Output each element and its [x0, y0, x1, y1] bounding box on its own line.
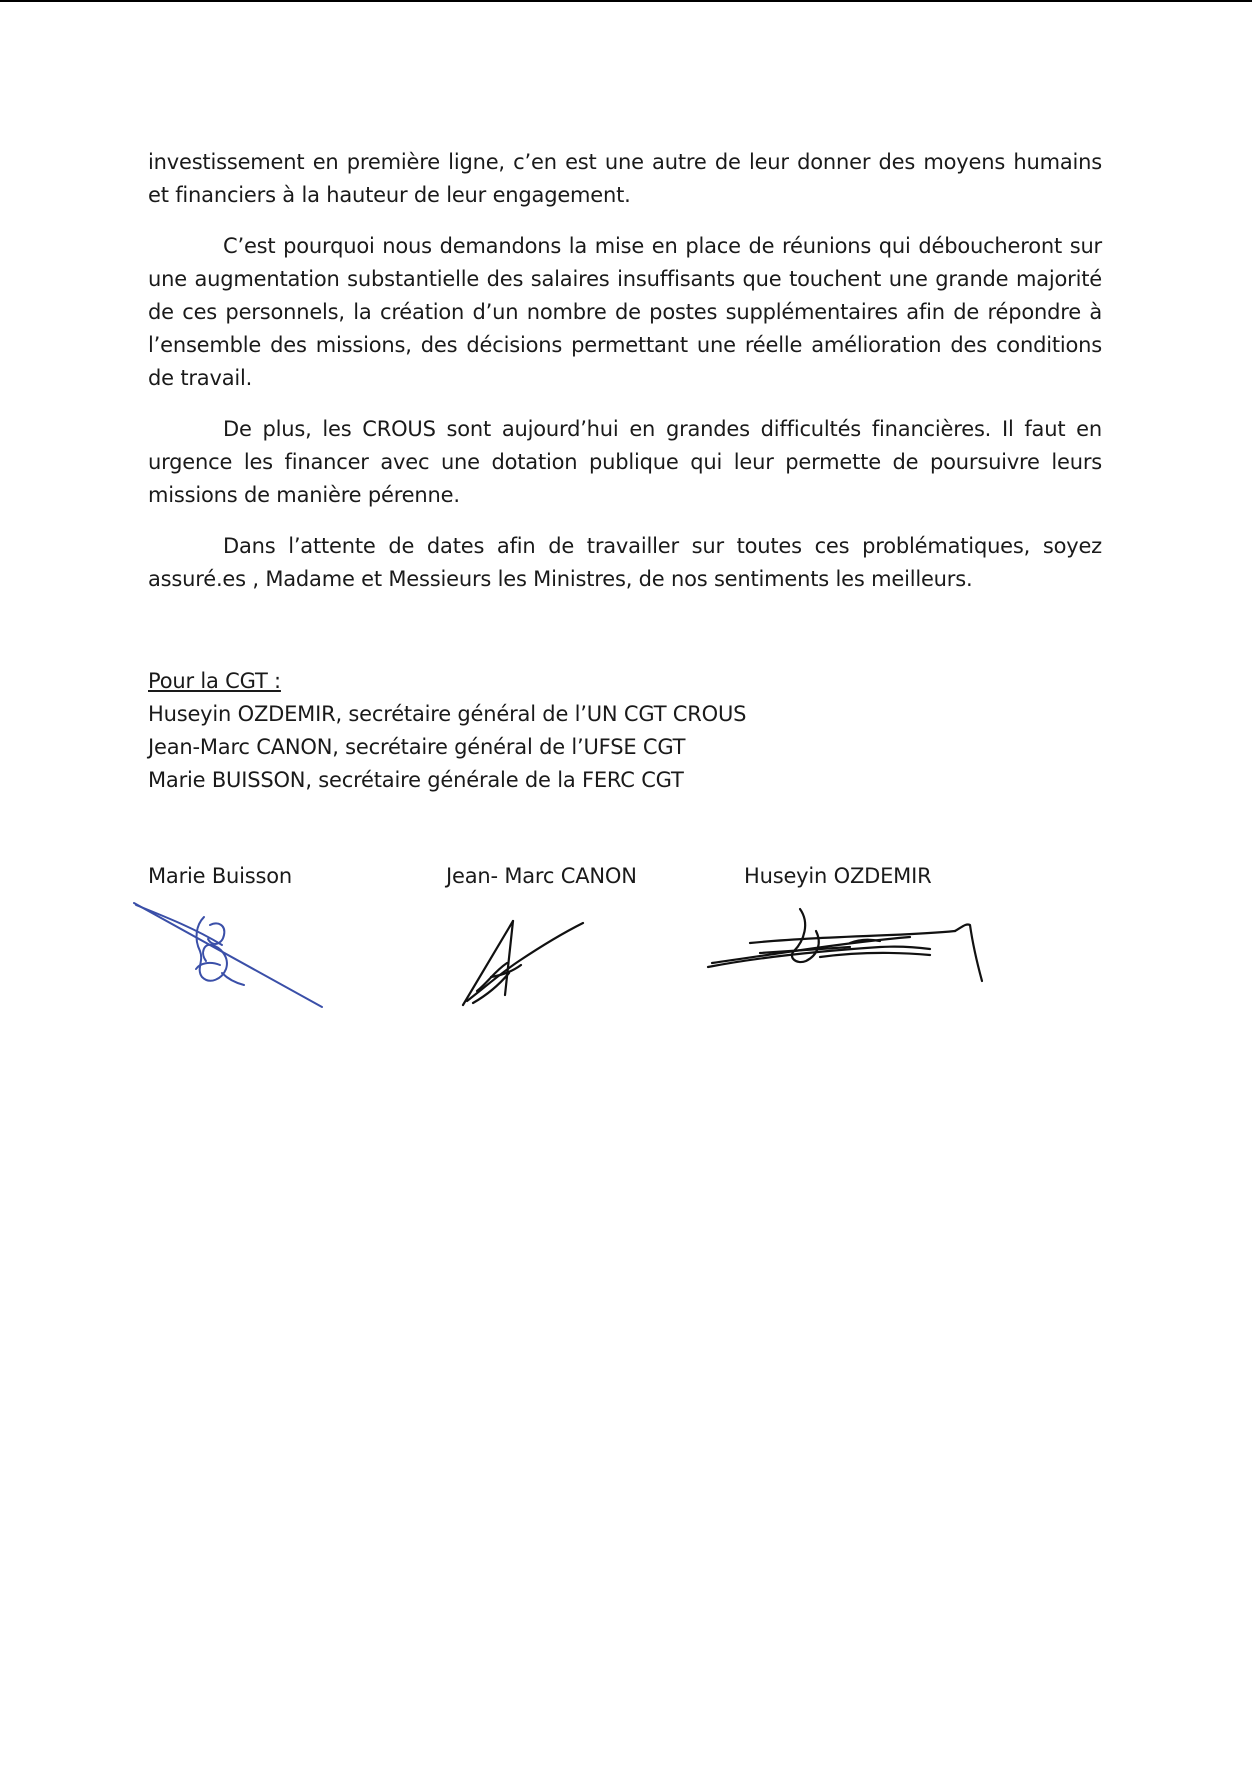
signature-buisson	[126, 895, 336, 1015]
signature-name-ozdemir: Huseyin OZDEMIR	[744, 864, 932, 888]
signatories-heading: Pour la CGT :	[148, 669, 281, 693]
paragraph-continuation: investissement en première ligne, c’en est une autre de leur donner des moyens humains et financiers à la hauteur de leur engagement.	[148, 150, 1102, 207]
signature-name-canon: Jean- Marc CANON	[446, 864, 637, 888]
signature-ozdemir	[700, 895, 1000, 1005]
letter-body	[148, 146, 1102, 614]
paragraph-crous-finances: De plus, les CROUS sont aujourd’hui en grandes difficultés financières. Il faut en urgence les financer avec une dotation publique qui leur permette de poursuivre leurs missions de manière pérenne.	[148, 417, 1102, 507]
signatory-line: Huseyin OZDEMIR, secrétaire général de l’UN CGT CROUS	[148, 702, 747, 726]
signature-canon	[455, 915, 600, 1015]
signature-name-buisson: Marie Buisson	[148, 864, 293, 888]
page-top-border	[0, 0, 1252, 2]
signatory-line: Marie BUISSON, secrétaire générale de la FERC CGT	[148, 768, 684, 792]
signatories-block	[148, 665, 1102, 797]
paragraph-demands: C’est pourquoi nous demandons la mise en place de réunions qui déboucheront sur une augmentation substantielle des salaires insuffisants que touchent une grande majorité de ces personnels, la création d’un nombre de postes supplémentaires afin de répondre à l’ensemble des missions, des décisions permettant une réelle amélioration des conditions de travail.	[148, 234, 1102, 390]
paragraph-closing: Dans l’attente de dates afin de travailler sur toutes ces problématiques, soyez assuré.es , Madame et Messieurs les Ministres, de nos sentiments les meilleurs.	[148, 534, 1102, 591]
signatory-line: Jean-Marc CANON, secrétaire général de l’UFSE CGT	[148, 735, 686, 759]
